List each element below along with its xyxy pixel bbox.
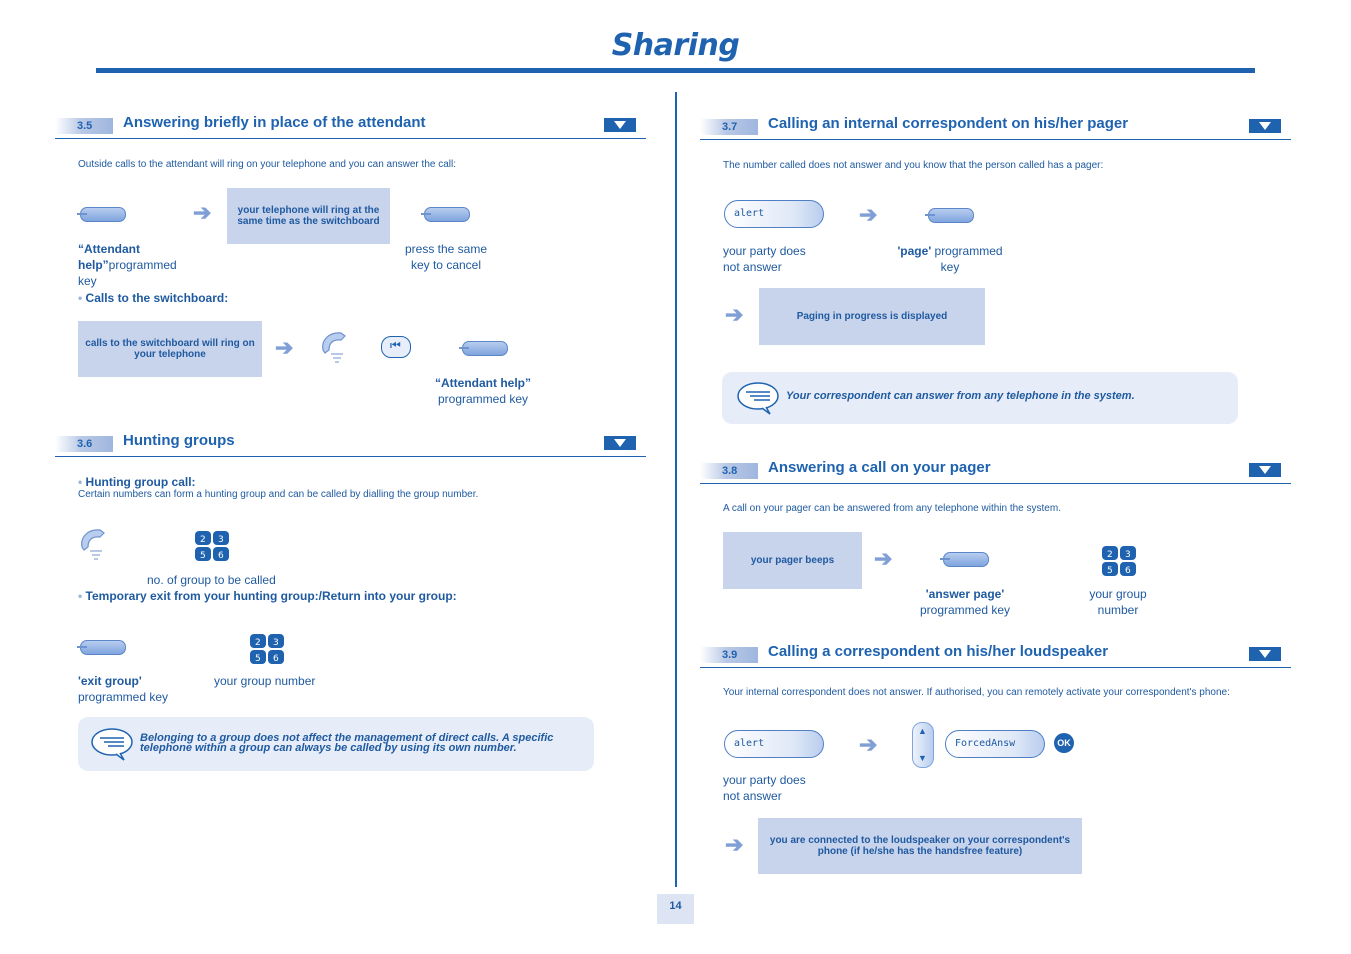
section-number: 3.6 xyxy=(77,438,93,450)
arrow-icon: ➔ xyxy=(859,202,878,227)
keypad-icon xyxy=(194,530,230,562)
navigator-icon[interactable]: ▲ ▼ xyxy=(912,722,934,768)
note-icon xyxy=(90,727,134,761)
alert-display[interactable]: alert xyxy=(724,730,824,758)
programmed-key-icon xyxy=(462,341,508,356)
section-title: Hunting groups xyxy=(123,432,235,449)
section-toggle-icon[interactable] xyxy=(1249,119,1281,133)
section-intro: Your internal correspondent does not answer. If authorised, you can remotely activate your correspondent's phone: xyxy=(723,687,1230,698)
attendant-help-label: “Attendant help” programmed key xyxy=(435,376,531,406)
title-rule xyxy=(96,68,1255,73)
forced-answer-display[interactable]: ForcedAnsw xyxy=(945,730,1045,758)
page-title: Sharing xyxy=(611,28,740,63)
svg-text:6: 6 xyxy=(218,551,224,561)
attendant-key-label: “Attendant help”programmed key xyxy=(78,242,177,288)
cancel-label: press the same key to cancel xyxy=(404,242,488,272)
svg-text:2: 2 xyxy=(255,638,261,648)
section-number: 3.9 xyxy=(722,649,738,661)
section-number: 3.8 xyxy=(722,465,738,477)
group-number-label: no. of group to be called xyxy=(147,573,276,587)
section-header-3-5 xyxy=(55,114,646,139)
svg-text:6: 6 xyxy=(1125,566,1131,576)
svg-text:3: 3 xyxy=(273,638,279,648)
svg-text:3: 3 xyxy=(218,535,224,545)
ok-button[interactable]: OK xyxy=(1054,733,1074,753)
arrow-icon: ➔ xyxy=(275,335,294,360)
handset-icon xyxy=(78,527,116,563)
section-toggle-icon[interactable] xyxy=(604,118,636,132)
bullet-calls-switchboard: • Calls to the switchboard: xyxy=(78,291,229,305)
result-box: you are connected to the loudspeaker on your correspondent's phone (if he/she has the handsfree feature) xyxy=(758,818,1082,874)
arrow-icon: ➔ xyxy=(859,732,878,757)
page-key-label: 'page' programmed key xyxy=(897,244,1003,274)
section-toggle-icon[interactable] xyxy=(1249,463,1281,477)
section-toggle-icon[interactable] xyxy=(1249,647,1281,661)
programmed-key-icon xyxy=(80,207,126,222)
section-header-3-6 xyxy=(55,432,646,457)
section-header-3-8 xyxy=(700,459,1291,484)
svg-text:3: 3 xyxy=(1125,550,1131,560)
note-text: Belonging to a group does not affect the management of direct calls. A specific telephone within a group can always be called by using its own number. xyxy=(140,732,554,754)
column-divider xyxy=(675,92,677,887)
result-box: your pager beeps xyxy=(723,532,862,589)
section-toggle-icon[interactable] xyxy=(604,436,636,450)
alert-display[interactable]: alert xyxy=(724,200,824,228)
svg-text:5: 5 xyxy=(200,551,206,561)
svg-text:6: 6 xyxy=(273,654,279,664)
arrow-icon: ➔ xyxy=(725,302,744,327)
section-intro: Outside calls to the attendant will ring on your telephone and you can answer the call: xyxy=(78,159,457,170)
section-number: 3.5 xyxy=(77,120,93,132)
hunting-desc: Certain numbers can form a hunting group and can be called by dialling the group number. xyxy=(78,489,479,500)
handset-icon xyxy=(319,330,357,366)
end-call-icon: ⏮ xyxy=(381,336,411,358)
note-box xyxy=(78,717,594,771)
svg-text:2: 2 xyxy=(200,535,206,545)
bullet-temporary-exit: • Temporary exit from your hunting group:/Return into your group: xyxy=(78,589,457,603)
arrow-icon: ➔ xyxy=(725,832,744,857)
programmed-key-icon xyxy=(943,552,989,567)
answer-page-label: 'answer page' programmed key xyxy=(919,587,1011,617)
svg-text:5: 5 xyxy=(1107,566,1113,576)
result-box: your telephone will ring at the same time as the switchboard xyxy=(227,188,390,244)
section-title: Answering briefly in place of the attendant xyxy=(123,114,426,131)
note-icon xyxy=(736,381,780,415)
section-title: Calling a correspondent on his/her loudspeaker xyxy=(768,643,1109,660)
party-label: your party does not answer xyxy=(723,244,806,274)
page-number: 14 xyxy=(657,894,694,924)
svg-text:2: 2 xyxy=(1107,550,1113,560)
result-box: Paging in progress is displayed xyxy=(759,288,985,345)
arrow-icon: ➔ xyxy=(193,200,212,225)
arrow-icon: ➔ xyxy=(874,546,893,571)
section-header-3-9 xyxy=(700,643,1291,668)
bullet-hunting-group-call: • Hunting group call: xyxy=(78,475,196,489)
section-header-3-7 xyxy=(700,115,1291,140)
section-title: Answering a call on your pager xyxy=(768,459,991,476)
note-text: Your correspondent can answer from any telephone in the system. xyxy=(786,390,1135,402)
programmed-key-icon xyxy=(928,208,974,223)
party-label: your party does not answer xyxy=(723,773,806,803)
group-number-label: your group number xyxy=(1089,587,1147,617)
section-title: Calling an internal correspondent on his/her pager xyxy=(768,115,1129,132)
section-number: 3.7 xyxy=(722,121,738,133)
result-box: calls to the switchboard will ring on your telephone xyxy=(78,321,262,377)
programmed-key-icon xyxy=(424,207,470,222)
keypad-icon xyxy=(249,633,285,665)
exit-group-label: 'exit group' programmed key xyxy=(78,674,169,704)
note-box xyxy=(722,372,1238,424)
keypad-icon xyxy=(1101,545,1137,577)
your-group-number-label: your group number xyxy=(214,674,316,688)
section-intro: A call on your pager can be answered from any telephone within the system. xyxy=(723,503,1061,514)
svg-text:5: 5 xyxy=(255,654,261,664)
programmed-key-icon xyxy=(80,640,126,655)
section-intro: The number called does not answer and you know that the person called has a pager: xyxy=(723,160,1104,171)
